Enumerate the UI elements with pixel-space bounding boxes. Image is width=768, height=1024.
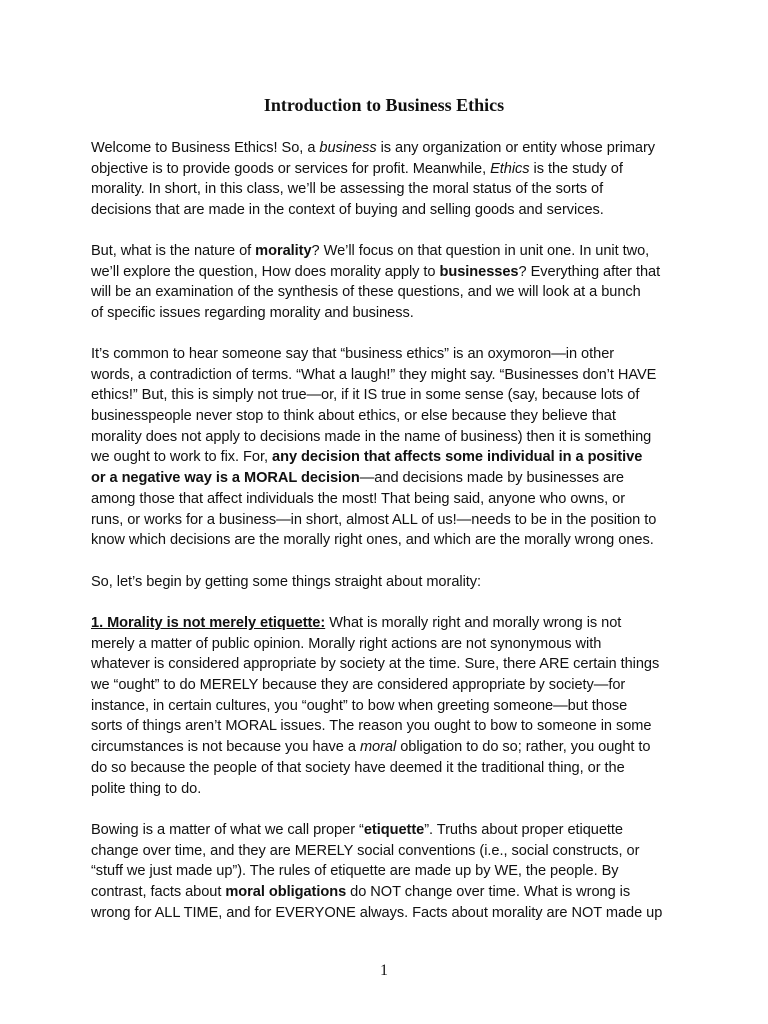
text-line [91, 572, 691, 593]
bold-run: moral obligations [225, 884, 347, 901]
text-run: It’s common to hear someone say that “business ethics” is an oxymoron—in other [91, 346, 615, 362]
text-line [91, 241, 691, 262]
text-line [91, 447, 691, 468]
text-line [91, 179, 691, 200]
text-run: polite thing to do. [91, 780, 202, 797]
text-run: do NOT change over time. What is wrong is [346, 884, 631, 901]
text-run: will be an examination of the synthesis of these questions, and we will look at a bunch [91, 284, 641, 301]
text-run: we “ought” to do MERELY because they are considered appropriate by society—for [91, 677, 626, 694]
bold-run: morality [255, 243, 312, 259]
text-line [91, 200, 691, 221]
text-run: obligation to do so; rather, you ought to [396, 739, 651, 756]
text-run: wrong for ALL TIME, and for EVERYONE always. Facts about morality are NOT made up [91, 904, 663, 921]
text-line [91, 634, 691, 655]
text-run: morality does not apply to decisions made in the name of business) then it is something [91, 428, 652, 445]
text-run: of specific issues regarding morality and business. [91, 305, 414, 322]
paragraph-oxymoron [91, 344, 691, 551]
text-line [91, 262, 691, 283]
text-run: we’ll explore the question, How does morality apply to [91, 263, 440, 280]
text-line [91, 654, 691, 675]
text-line [91, 737, 691, 758]
text-run: —and decisions made by businesses are [359, 470, 624, 487]
text-run: objective is to provide goods or services for profit. Meanwhile, [91, 160, 491, 177]
text-run: Bowing is a matter of what we call proper “ [91, 822, 364, 838]
text-run: businesspeople never stop to think about ethics, or else because they believe that [91, 408, 616, 425]
text-line [91, 489, 691, 510]
italic-run: business [319, 140, 377, 156]
bold-run: or a negative way is a MORAL decision [91, 470, 360, 487]
text-run: is any organization or entity whose primary [376, 140, 656, 156]
text-line [91, 882, 691, 903]
text-line [91, 716, 691, 737]
paragraph-welcome [91, 138, 691, 221]
text-line [91, 427, 691, 448]
text-run: do so because the people of that society have deemed it the traditional thing, or the [91, 759, 625, 776]
text-run: morality. In short, in this class, we’ll be assessing the moral status of the sorts of [91, 181, 604, 198]
text-run: contrast, facts about [91, 884, 226, 901]
text-run: ? We’ll focus on that question in unit one. In unit two, [311, 243, 650, 259]
text-line [91, 406, 691, 427]
italic-run: Ethics [490, 160, 530, 177]
text-run: we ought to work to fix. For, [91, 449, 273, 466]
document-title: Introduction to Business Ethics [263, 95, 505, 115]
page-number: 1 [380, 962, 388, 979]
text-line [91, 696, 691, 717]
text-run: What is morally right and morally wrong is not [325, 615, 622, 631]
text-run: “stuff we just made up”). The rules of etiquette are made up by WE, the people. By [91, 863, 619, 880]
text-run: words, a contradiction of terms. “What a laugh!” they might say. “Businesses don’t HAVE [91, 366, 657, 383]
text-run: Welcome to Business Ethics! So, a [91, 140, 320, 156]
text-run: circumstances is not because you have a [91, 739, 360, 756]
text-line [91, 675, 691, 696]
text-line [91, 344, 691, 365]
text-line [91, 820, 691, 841]
text-line [91, 530, 691, 551]
bold-run: businesses [439, 263, 519, 280]
text-run: sorts of things aren’t MORAL issues. The reason you ought to bow to someone in some [91, 718, 652, 735]
text-run: But, what is the nature of [91, 243, 256, 259]
underlined-heading: 1. Morality is not merely etiquette: [91, 615, 326, 631]
paragraph-bowing [91, 820, 691, 923]
text-line [91, 468, 691, 489]
paragraph-etiquette-point [91, 613, 691, 799]
text-run: instance, in certain cultures, you “ought” to bow when greeting someone—but those [91, 697, 628, 714]
text-line [91, 758, 691, 779]
text-run: is the study of [529, 160, 623, 177]
text-line [91, 779, 691, 800]
italic-run: moral [359, 739, 397, 756]
text-line [91, 510, 691, 531]
text-run: ”. Truths about proper etiquette [424, 822, 623, 838]
text-run: ethics!” But, this is simply not true—or, if it IS true in some sense (say, because lots of [91, 387, 640, 404]
text-line [91, 903, 691, 924]
text-run: change over time, and they are MERELY social conventions (i.e., social constructs, or [91, 842, 640, 859]
text-line [91, 159, 691, 180]
text-run: know which decisions are the morally right ones, and which are the morally wrong ones. [91, 532, 654, 549]
text-line [91, 385, 691, 406]
text-run: runs, or works for a business—in short, almost ALL of us!—needs to be in the position to [91, 511, 657, 528]
text-line [91, 841, 691, 862]
text-run: among those that affect individuals the most! That being said, anyone who owns, or [91, 490, 626, 507]
bold-run: any decision that affects some individual in a positive [272, 449, 643, 466]
text-line [91, 282, 691, 303]
text-run: whatever is considered appropriate by society at the time. Sure, there ARE certain things [91, 656, 660, 673]
text-run: decisions that are made in the context of buying and selling goods and services. [91, 202, 604, 219]
text-line [91, 861, 691, 882]
bold-run: etiquette [363, 822, 425, 838]
text-line [91, 303, 691, 324]
paragraph-lets-begin [91, 572, 691, 593]
text-line [91, 365, 691, 386]
paragraph-nature-of-morality [91, 241, 691, 324]
text-line [91, 138, 691, 159]
text-run: ? Everything after that [518, 263, 661, 280]
text-run: merely a matter of public opinion. Morally right actions are not synonymous with [91, 635, 602, 652]
text-line [91, 613, 691, 634]
text-run: So, let’s begin by getting some things straight about morality: [91, 574, 482, 590]
